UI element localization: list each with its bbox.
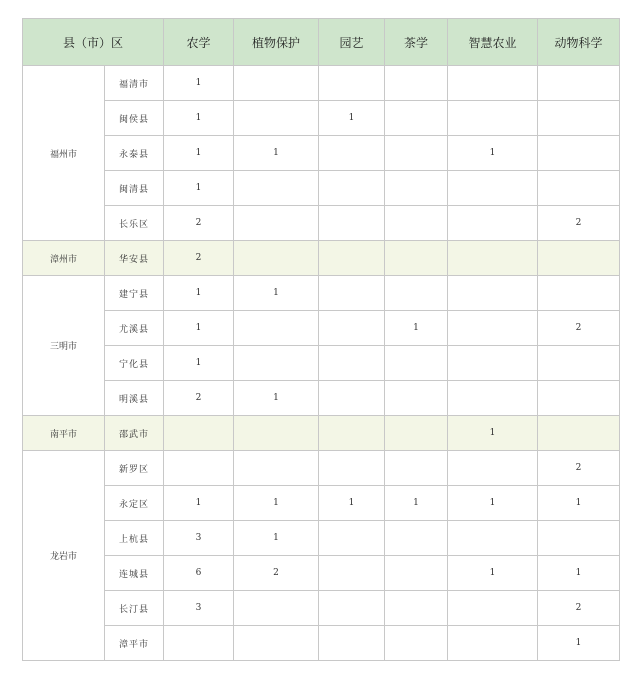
value-cell-plant-protection: 1: [234, 276, 319, 311]
county-cell: 连城县: [105, 556, 164, 591]
table-row: [23, 381, 620, 416]
value-cell-tea-science: 1: [385, 311, 448, 346]
value-cell-plant-protection: 2: [234, 556, 319, 591]
value-cell-tea-science: [385, 451, 448, 486]
value-cell-smart-agriculture: [448, 171, 538, 206]
table-row: [23, 416, 620, 451]
value-cell-agronomy: 2: [164, 241, 234, 276]
table-row: [23, 206, 620, 241]
value-cell-horticulture: [319, 416, 385, 451]
county-cell: 上杭县: [105, 521, 164, 556]
city-cell: 漳州市: [23, 241, 105, 276]
value-cell-smart-agriculture: [448, 591, 538, 626]
value-cell-animal-science: [538, 171, 620, 206]
value-cell-tea-science: [385, 241, 448, 276]
value-cell-smart-agriculture: 1: [448, 486, 538, 521]
value-cell-agronomy: 1: [164, 276, 234, 311]
value-cell-plant-protection: [234, 346, 319, 381]
value-cell-animal-science: [538, 66, 620, 101]
value-cell-tea-science: [385, 346, 448, 381]
header-county: 县（市）区: [23, 19, 164, 66]
value-cell-horticulture: [319, 346, 385, 381]
header-agronomy: 农学: [164, 19, 234, 66]
value-cell-horticulture: [319, 626, 385, 661]
county-cell: 长汀县: [105, 591, 164, 626]
value-cell-horticulture: [319, 206, 385, 241]
value-cell-animal-science: 2: [538, 206, 620, 241]
value-cell-agronomy: 1: [164, 486, 234, 521]
header-plant-protection: 植物保护: [234, 19, 319, 66]
county-cell: 邵武市: [105, 416, 164, 451]
value-cell-tea-science: [385, 556, 448, 591]
value-cell-smart-agriculture: [448, 66, 538, 101]
value-cell-agronomy: [164, 451, 234, 486]
value-cell-animal-science: 2: [538, 591, 620, 626]
value-cell-animal-science: [538, 381, 620, 416]
value-cell-animal-science: [538, 241, 620, 276]
city-cell: 南平市: [23, 416, 105, 451]
county-cell: 闽侯县: [105, 101, 164, 136]
value-cell-smart-agriculture: 1: [448, 416, 538, 451]
value-cell-horticulture: [319, 276, 385, 311]
county-cell: 尤溪县: [105, 311, 164, 346]
value-cell-smart-agriculture: 1: [448, 136, 538, 171]
header-horticulture: 园艺: [319, 19, 385, 66]
table-row: [23, 66, 620, 101]
county-major-table: [22, 18, 620, 661]
value-cell-animal-science: [538, 416, 620, 451]
value-cell-smart-agriculture: [448, 206, 538, 241]
value-cell-horticulture: 1: [319, 101, 385, 136]
value-cell-plant-protection: 1: [234, 486, 319, 521]
county-cell: 漳平市: [105, 626, 164, 661]
value-cell-plant-protection: [234, 66, 319, 101]
value-cell-smart-agriculture: [448, 451, 538, 486]
value-cell-animal-science: [538, 276, 620, 311]
value-cell-smart-agriculture: [448, 381, 538, 416]
value-cell-horticulture: [319, 136, 385, 171]
city-cell: 三明市: [23, 276, 105, 416]
value-cell-agronomy: 1: [164, 101, 234, 136]
value-cell-animal-science: 2: [538, 311, 620, 346]
value-cell-animal-science: [538, 346, 620, 381]
value-cell-tea-science: [385, 206, 448, 241]
value-cell-plant-protection: [234, 311, 319, 346]
header-animal-science: 动物科学: [538, 19, 620, 66]
value-cell-tea-science: [385, 521, 448, 556]
table-row: [23, 626, 620, 661]
table-row: [23, 591, 620, 626]
value-cell-animal-science: [538, 101, 620, 136]
value-cell-horticulture: [319, 66, 385, 101]
value-cell-agronomy: 1: [164, 311, 234, 346]
value-cell-animal-science: [538, 136, 620, 171]
value-cell-agronomy: 1: [164, 346, 234, 381]
value-cell-plant-protection: [234, 591, 319, 626]
value-cell-plant-protection: 1: [234, 521, 319, 556]
value-cell-horticulture: [319, 171, 385, 206]
value-cell-tea-science: [385, 381, 448, 416]
value-cell-smart-agriculture: [448, 311, 538, 346]
value-cell-smart-agriculture: [448, 276, 538, 311]
value-cell-agronomy: 1: [164, 171, 234, 206]
table-row: [23, 451, 620, 486]
value-cell-animal-science: 1: [538, 556, 620, 591]
value-cell-horticulture: [319, 381, 385, 416]
value-cell-agronomy: 1: [164, 136, 234, 171]
table-row: [23, 346, 620, 381]
value-cell-tea-science: [385, 66, 448, 101]
county-cell: 新罗区: [105, 451, 164, 486]
value-cell-plant-protection: [234, 626, 319, 661]
value-cell-smart-agriculture: [448, 101, 538, 136]
value-cell-animal-science: 2: [538, 451, 620, 486]
value-cell-plant-protection: [234, 241, 319, 276]
value-cell-plant-protection: 1: [234, 381, 319, 416]
header-row: [23, 19, 620, 66]
value-cell-agronomy: 2: [164, 206, 234, 241]
value-cell-smart-agriculture: 1: [448, 556, 538, 591]
value-cell-tea-science: [385, 591, 448, 626]
county-cell: 华安县: [105, 241, 164, 276]
value-cell-horticulture: 1: [319, 486, 385, 521]
value-cell-horticulture: [319, 451, 385, 486]
table-row: [23, 136, 620, 171]
value-cell-tea-science: [385, 101, 448, 136]
value-cell-agronomy: 3: [164, 591, 234, 626]
header-tea-science: 茶学: [385, 19, 448, 66]
county-cell: 长乐区: [105, 206, 164, 241]
value-cell-plant-protection: 1: [234, 136, 319, 171]
value-cell-horticulture: [319, 591, 385, 626]
value-cell-animal-science: [538, 521, 620, 556]
value-cell-horticulture: [319, 241, 385, 276]
table-row: [23, 171, 620, 206]
table-row: [23, 276, 620, 311]
table-row: [23, 241, 620, 276]
value-cell-smart-agriculture: [448, 626, 538, 661]
value-cell-plant-protection: [234, 101, 319, 136]
value-cell-horticulture: [319, 556, 385, 591]
value-cell-smart-agriculture: [448, 521, 538, 556]
table-row: [23, 101, 620, 136]
city-cell: 福州市: [23, 66, 105, 241]
value-cell-tea-science: [385, 416, 448, 451]
value-cell-tea-science: 1: [385, 486, 448, 521]
value-cell-agronomy: 6: [164, 556, 234, 591]
header-smart-agriculture: 智慧农业: [448, 19, 538, 66]
value-cell-smart-agriculture: [448, 241, 538, 276]
value-cell-tea-science: [385, 626, 448, 661]
value-cell-agronomy: [164, 626, 234, 661]
county-cell: 永定区: [105, 486, 164, 521]
value-cell-tea-science: [385, 171, 448, 206]
value-cell-tea-science: [385, 276, 448, 311]
value-cell-tea-science: [385, 136, 448, 171]
county-cell: 福清市: [105, 66, 164, 101]
table-row: [23, 556, 620, 591]
value-cell-plant-protection: [234, 171, 319, 206]
value-cell-horticulture: [319, 521, 385, 556]
value-cell-smart-agriculture: [448, 346, 538, 381]
table-body: [23, 66, 620, 661]
value-cell-agronomy: 3: [164, 521, 234, 556]
value-cell-agronomy: 2: [164, 381, 234, 416]
value-cell-horticulture: [319, 311, 385, 346]
table-container: [22, 18, 620, 661]
county-cell: 永泰县: [105, 136, 164, 171]
value-cell-agronomy: [164, 416, 234, 451]
county-cell: 闽清县: [105, 171, 164, 206]
value-cell-animal-science: 1: [538, 626, 620, 661]
value-cell-agronomy: 1: [164, 66, 234, 101]
value-cell-plant-protection: [234, 206, 319, 241]
county-cell: 建宁县: [105, 276, 164, 311]
value-cell-animal-science: 1: [538, 486, 620, 521]
value-cell-plant-protection: [234, 416, 319, 451]
table-row: [23, 521, 620, 556]
county-cell: 宁化县: [105, 346, 164, 381]
city-cell: 龙岩市: [23, 451, 105, 661]
table-row: [23, 311, 620, 346]
table-row: [23, 486, 620, 521]
value-cell-plant-protection: [234, 451, 319, 486]
county-cell: 明溪县: [105, 381, 164, 416]
